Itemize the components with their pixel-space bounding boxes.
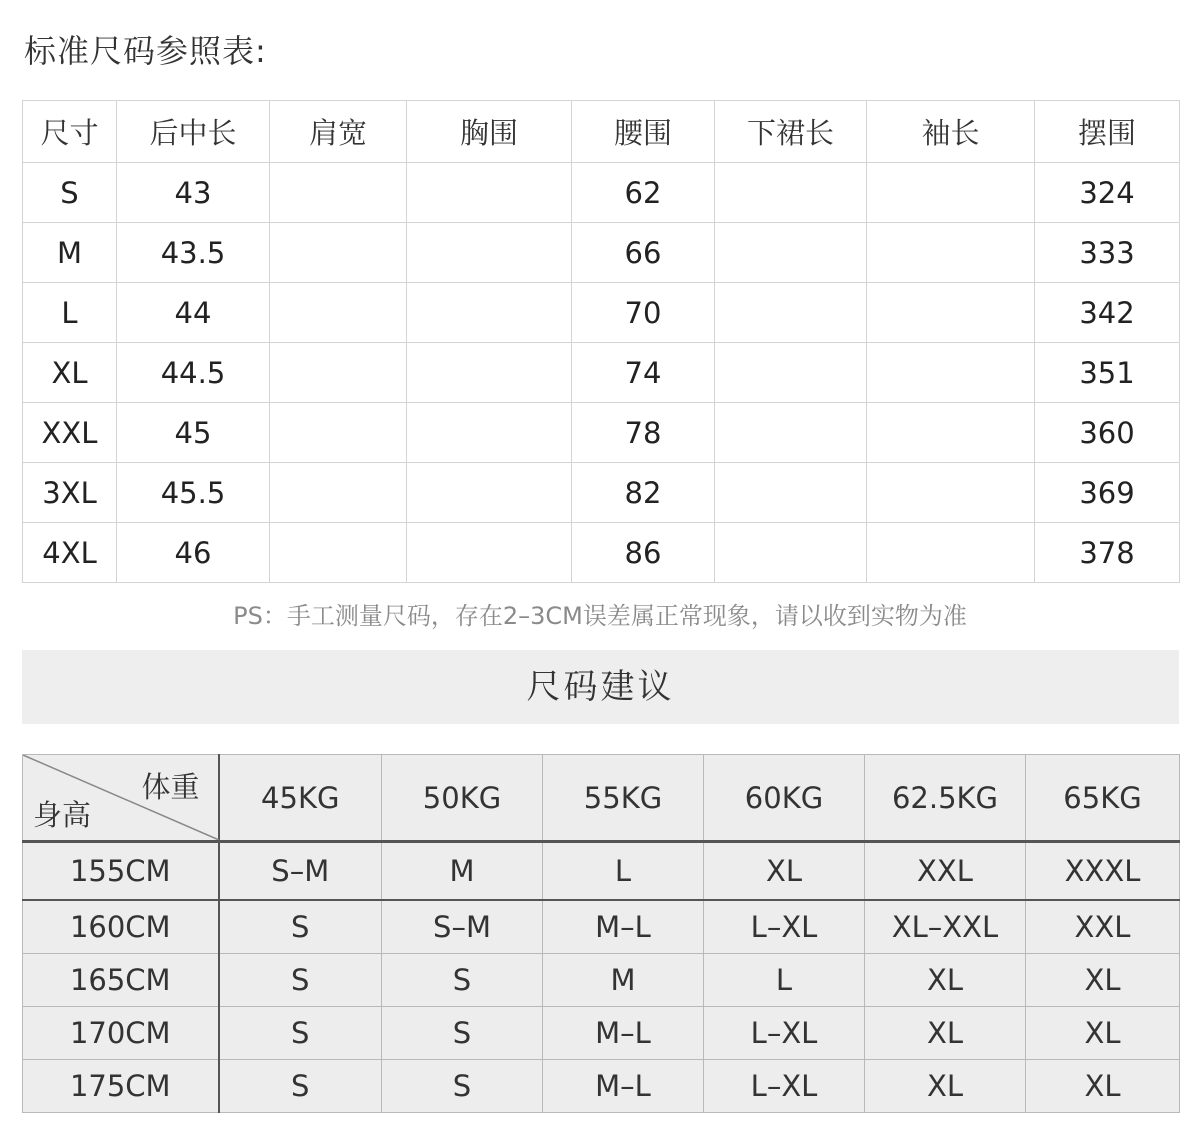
table-cell: 70 [572, 283, 715, 343]
table-cell: L [704, 954, 865, 1007]
header-cell: 腰围 [572, 101, 715, 163]
table-cell: 62 [572, 163, 715, 223]
table-cell [407, 343, 572, 403]
table-cell: L [543, 842, 704, 901]
table-cell [867, 223, 1035, 283]
header-cell: 肩宽 [270, 101, 407, 163]
table-row [23, 842, 1180, 901]
table-cell: XXXL [1026, 842, 1180, 901]
table-cell: XL [865, 1007, 1026, 1060]
page-title: 标准尺码参照表: [24, 32, 267, 70]
table-cell [867, 403, 1035, 463]
table-cell [715, 163, 867, 223]
weight-header: 50KG [382, 755, 543, 842]
corner-weight-label: 体重 [141, 770, 200, 804]
header-cell: 尺寸 [23, 101, 117, 163]
table-cell [867, 343, 1035, 403]
table-cell: XL [865, 1060, 1026, 1113]
table-cell: XL–XXL [865, 900, 1026, 954]
table-row [23, 954, 1180, 1007]
table-cell: 45.5 [117, 463, 270, 523]
table-cell: 3XL [23, 463, 117, 523]
table-cell: S [382, 1060, 543, 1113]
table-cell [407, 403, 572, 463]
table-row [23, 1060, 1180, 1113]
table-cell: 66 [572, 223, 715, 283]
table-cell: XL [1026, 954, 1180, 1007]
table-cell: 351 [1035, 343, 1180, 403]
table-cell: 78 [572, 403, 715, 463]
table-row [23, 900, 1180, 954]
table-row [23, 463, 1180, 523]
corner-height-label: 身高 [33, 798, 92, 832]
table-cell: S–M [219, 842, 382, 901]
table-cell: L–XL [704, 900, 865, 954]
table-row [23, 1007, 1180, 1060]
table-cell: M–L [543, 900, 704, 954]
table-cell [270, 403, 407, 463]
table-cell: 74 [572, 343, 715, 403]
height-cell: 165CM [23, 954, 219, 1007]
table-cell: 324 [1035, 163, 1180, 223]
weight-header: 65KG [1026, 755, 1180, 842]
table-cell: 4XL [23, 523, 117, 583]
table-row [23, 163, 1180, 223]
table-cell [715, 343, 867, 403]
table-cell: XL [1026, 1007, 1180, 1060]
table-cell: XXL [865, 842, 1026, 901]
table-cell: S [382, 1007, 543, 1060]
header-cell: 后中长 [117, 101, 270, 163]
header-cell: 胸围 [407, 101, 572, 163]
table-cell [270, 343, 407, 403]
table-cell: M [23, 223, 117, 283]
table-cell: XL [1026, 1060, 1180, 1113]
height-cell: 170CM [23, 1007, 219, 1060]
height-cell: 155CM [23, 842, 219, 901]
table-cell: S [23, 163, 117, 223]
weight-header: 45KG [219, 755, 382, 842]
table-cell: 378 [1035, 523, 1180, 583]
table-cell: XXL [23, 403, 117, 463]
table-cell: M–L [543, 1007, 704, 1060]
size-chart-table [22, 100, 1180, 583]
table-cell: L–XL [704, 1060, 865, 1113]
table-cell: L–XL [704, 1007, 865, 1060]
measurement-note: PS：手工测量尺码，存在2–3CM误差属正常现象，请以收到实物为准 [233, 602, 967, 630]
table-cell: 86 [572, 523, 715, 583]
weight-header: 55KG [543, 755, 704, 842]
table-cell: 44 [117, 283, 270, 343]
table-cell: M [543, 954, 704, 1007]
table-cell: XL [23, 343, 117, 403]
table-cell: S [219, 1060, 382, 1113]
table-cell: S [382, 954, 543, 1007]
table-cell: M [382, 842, 543, 901]
table-cell: 44.5 [117, 343, 270, 403]
table-cell: 45 [117, 403, 270, 463]
table-cell: S–M [382, 900, 543, 954]
table-cell [270, 523, 407, 583]
table-cell [270, 223, 407, 283]
table-row [23, 223, 1180, 283]
table-cell: 369 [1035, 463, 1180, 523]
table-cell: S [219, 954, 382, 1007]
table-cell [407, 283, 572, 343]
table-cell [715, 223, 867, 283]
table-row [23, 283, 1180, 343]
table-cell: 82 [572, 463, 715, 523]
table-cell [867, 283, 1035, 343]
table-cell: 342 [1035, 283, 1180, 343]
table-cell [867, 523, 1035, 583]
table-cell: XL [704, 842, 865, 901]
corner-cell [23, 755, 219, 842]
table-cell [407, 163, 572, 223]
table-cell: M–L [543, 1060, 704, 1113]
header-cell: 下裙长 [715, 101, 867, 163]
table-cell: S [219, 900, 382, 954]
table-cell [407, 463, 572, 523]
table-cell [407, 223, 572, 283]
table-cell: L [23, 283, 117, 343]
table-cell [715, 463, 867, 523]
table-cell [715, 283, 867, 343]
size-recommendation-table [22, 754, 1180, 1113]
section-banner: 尺码建议 [22, 650, 1179, 724]
table-row [23, 403, 1180, 463]
table-cell: XL [865, 954, 1026, 1007]
header-cell: 袖长 [867, 101, 1035, 163]
table-cell: XXL [1026, 900, 1180, 954]
table-row [23, 343, 1180, 403]
table-row [23, 523, 1180, 583]
table-cell: 43 [117, 163, 270, 223]
height-cell: 175CM [23, 1060, 219, 1113]
table-cell [270, 463, 407, 523]
header-cell: 摆围 [1035, 101, 1180, 163]
table-cell [270, 163, 407, 223]
table-cell: 43.5 [117, 223, 270, 283]
table-cell [715, 403, 867, 463]
table-cell [407, 523, 572, 583]
table-cell [270, 283, 407, 343]
table-cell: S [219, 1007, 382, 1060]
height-cell: 160CM [23, 900, 219, 954]
table-cell: 46 [117, 523, 270, 583]
table-cell: 360 [1035, 403, 1180, 463]
recommend-header-row [23, 755, 1180, 842]
weight-header: 60KG [704, 755, 865, 842]
weight-header: 62.5KG [865, 755, 1026, 842]
table-cell: 333 [1035, 223, 1180, 283]
size-table-header-row [23, 101, 1180, 163]
table-cell [867, 163, 1035, 223]
table-cell [867, 463, 1035, 523]
table-cell [715, 523, 867, 583]
